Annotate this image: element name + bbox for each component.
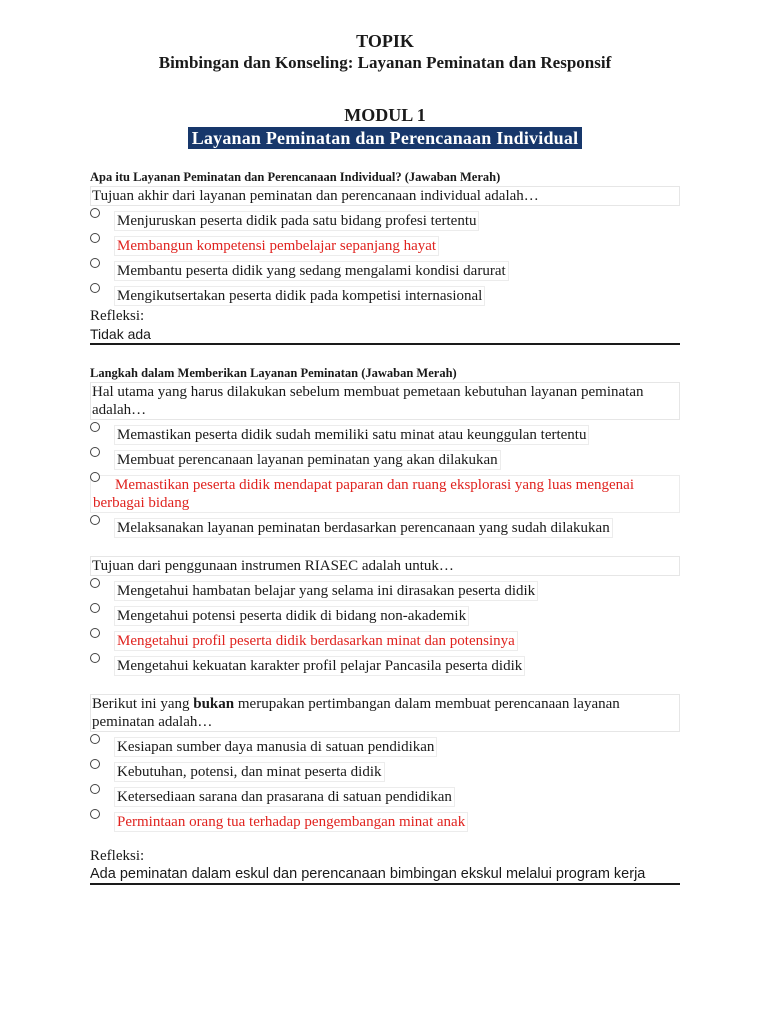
document-page (90, 30, 680, 885)
radio-button-icon[interactable] (90, 447, 100, 457)
section2-q2-option-1[interactable]: Mengetahui hambatan belajar yang selama ini dirasakan peserta didik (90, 581, 680, 601)
section2-q2-option-2[interactable]: Mengetahui potensi peserta didik di bidang non-akademik (90, 606, 680, 626)
section2-q1-option-4[interactable]: Melaksanakan layanan peminatan berdasarkan perencanaan yang sudah dilakukan (90, 518, 680, 538)
section2-q3-option-2[interactable]: Kebutuhan, potensi, dan minat peserta didik (90, 762, 680, 782)
section2-q2-question: Tujuan dari penggunaan instrumen RIASEC adalah untuk… (90, 556, 680, 576)
section2-q1-option-3[interactable] (90, 475, 680, 513)
section1-option-2[interactable] (90, 236, 680, 256)
section1-option-1[interactable]: Menjuruskan peserta didik pada satu bidang profesi tertentu (90, 211, 680, 231)
radio-button-icon[interactable] (90, 515, 100, 525)
radio-button-icon[interactable] (90, 784, 100, 794)
section2-q2-option-3[interactable] (90, 631, 680, 651)
radio-button-icon[interactable] (90, 759, 100, 769)
section2-q1-question: Hal utama yang harus dilakukan sebelum membuat pemetaan kebutuhan layanan peminatan adalah… (90, 382, 680, 420)
correct-answer: Mengetahui profil peserta didik berdasarkan minat dan potensinya (114, 631, 518, 651)
section2-reflection-value: Ada peminatan dalam eskul dan perencanaan bimbingan ekskul melalui program kerja (90, 865, 680, 885)
radio-button-icon[interactable] (90, 578, 100, 588)
correct-answer: Memastikan peserta didik mendapat paparan dan ruang eksplorasi yang luas mengenai berbagai bidang (93, 477, 634, 511)
section2-q3-option-4[interactable] (90, 812, 680, 832)
radio-button-icon[interactable] (90, 233, 100, 243)
radio-button-icon[interactable] (90, 628, 100, 638)
radio-button-icon[interactable] (90, 472, 100, 482)
section2-q3-option-1[interactable]: Kesiapan sumber daya manusia di satuan pendidikan (90, 737, 680, 757)
radio-button-icon[interactable] (90, 603, 100, 613)
section2-q2-option-4[interactable]: Mengetahui kekuatan karakter profil pelajar Pancasila peserta didik (90, 656, 680, 676)
radio-button-icon[interactable] (90, 283, 100, 293)
section2-q1-option-1[interactable]: Memastikan peserta didik sudah memiliki satu minat atau keunggulan tertentu (90, 425, 680, 445)
section1-option-3[interactable]: Membantu peserta didik yang sedang mengalami kondisi darurat (90, 261, 680, 281)
section2-heading: Langkah dalam Memberikan Layanan Peminatan (Jawaban Merah) (90, 366, 457, 380)
radio-button-icon[interactable] (90, 422, 100, 432)
module-label: MODUL 1 (344, 105, 426, 125)
topic-label: TOPIK (356, 31, 414, 51)
section1-heading: Apa itu Layanan Peminatan dan Perencanaan Individual? (Jawaban Merah) (90, 170, 501, 184)
section2-reflection-label: Refleksi: (90, 848, 145, 864)
section2-q3-option-3[interactable]: Ketersediaan sarana dan prasarana di satuan pendidikan (90, 787, 680, 807)
section1-reflection-label: Refleksi: (90, 308, 145, 324)
module-title-banner: Layanan Peminatan dan Perencanaan Individual (188, 127, 583, 149)
section1-question: Tujuan akhir dari layanan peminatan dan perencanaan individual adalah… (90, 186, 680, 206)
radio-button-icon[interactable] (90, 258, 100, 268)
section1-option-4[interactable]: Mengikutsertakan peserta didik pada kompetisi internasional (90, 286, 680, 306)
section2-q1-option-2[interactable]: Membuat perencanaan layanan peminatan yang akan dilakukan (90, 450, 680, 470)
topic-title: Bimbingan dan Konseling: Layanan Peminatan dan Responsif (158, 53, 612, 72)
correct-answer: Membangun kompetensi pembelajar sepanjang hayat (114, 236, 439, 256)
section1-reflection-value: Tidak ada (90, 325, 680, 345)
radio-button-icon[interactable] (90, 208, 100, 218)
radio-button-icon[interactable] (90, 809, 100, 819)
radio-button-icon[interactable] (90, 653, 100, 663)
radio-button-icon[interactable] (90, 734, 100, 744)
section2-q3-question: Berikut ini yang bukan merupakan pertimbangan dalam membuat perencanaan layanan peminatan adalah… (90, 694, 680, 732)
correct-answer: Permintaan orang tua terhadap pengembangan minat anak (114, 812, 468, 832)
